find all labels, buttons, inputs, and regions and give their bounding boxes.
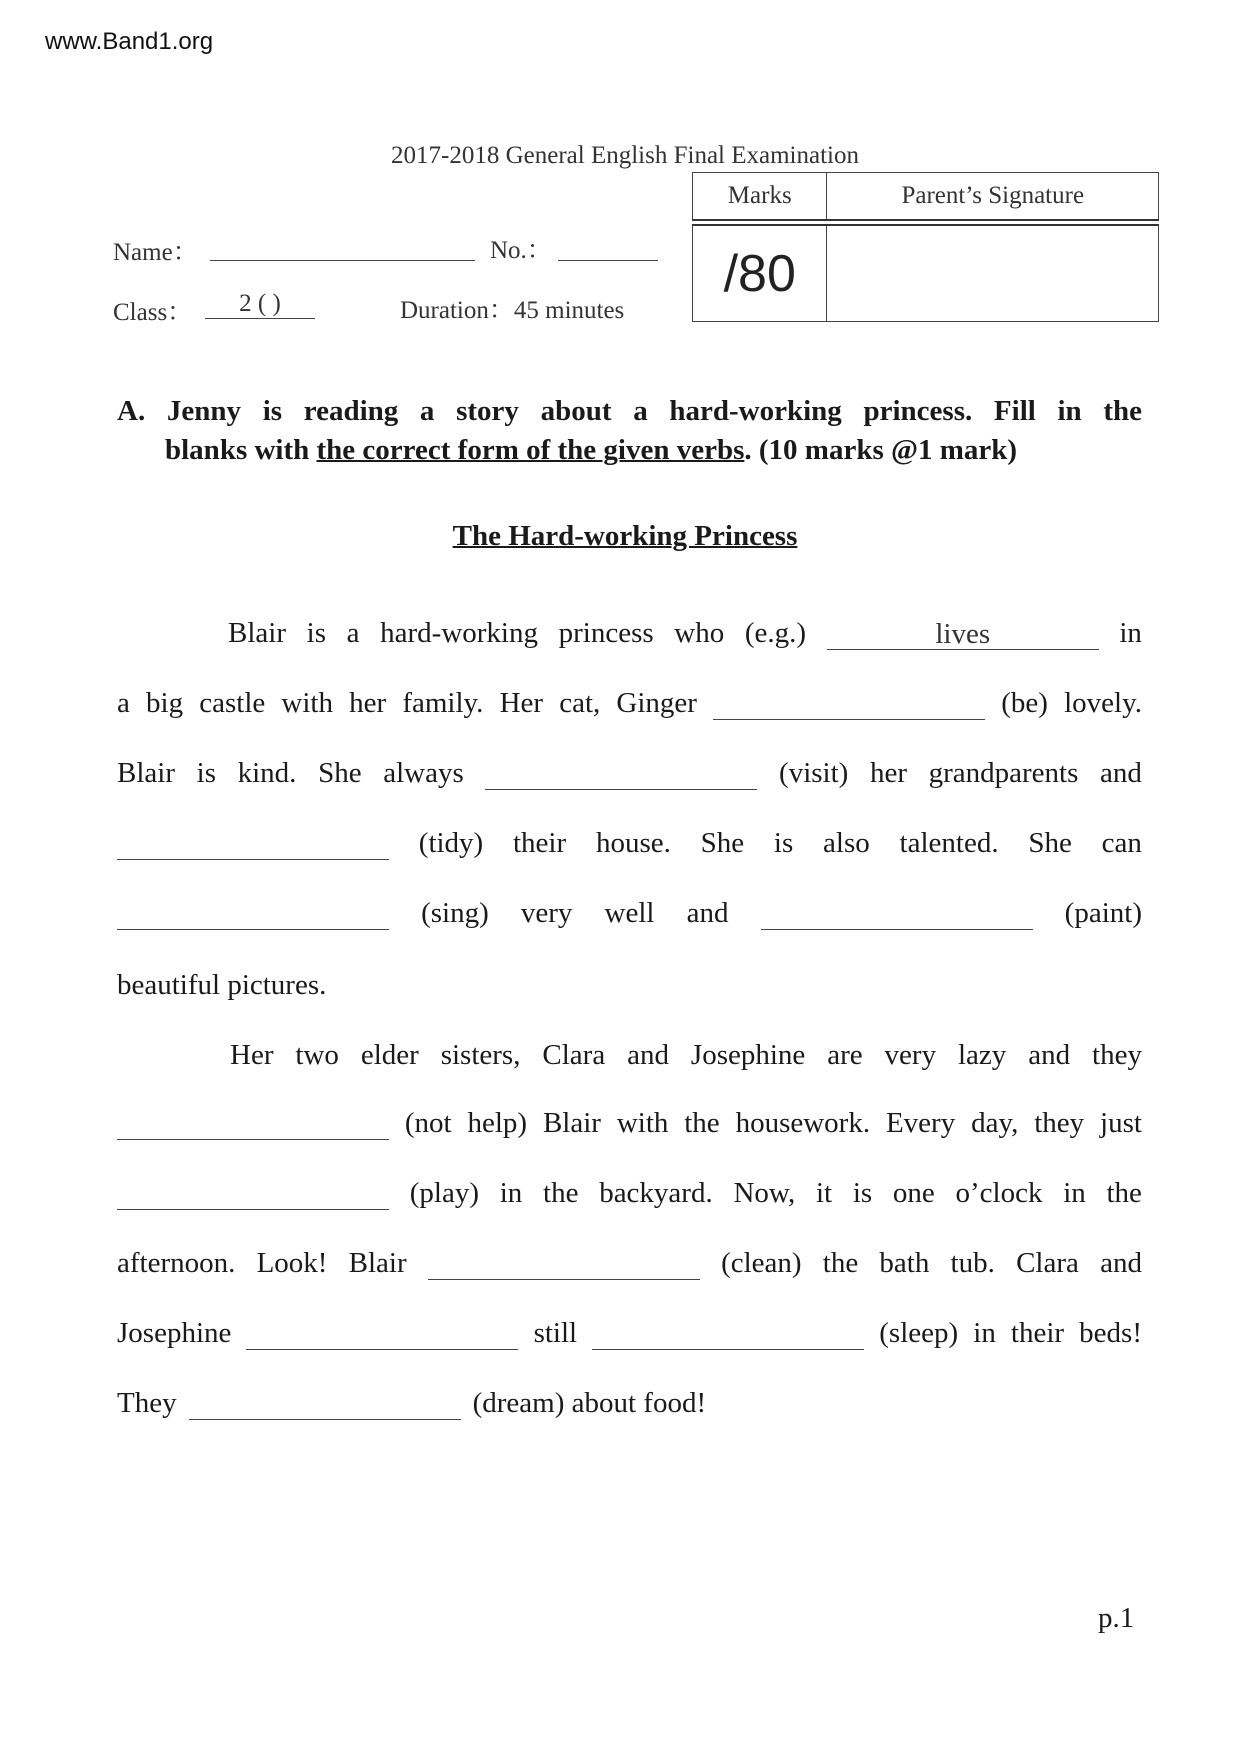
story-word: very [884, 1039, 937, 1071]
story-text: (dream) about food! [472, 1387, 707, 1419]
story-word: Her [230, 1039, 274, 1071]
answer-blank[interactable] [117, 1179, 389, 1210]
story-word: family. [402, 687, 484, 719]
story-word: Blair [117, 757, 175, 789]
story-word: (e.g.) [744, 617, 807, 649]
story-word: the [684, 1107, 720, 1139]
answer-blank[interactable] [761, 899, 1033, 930]
story-word: is [852, 1177, 873, 1209]
section-a-instructions [117, 388, 1142, 434]
answer-blank[interactable] [713, 689, 985, 720]
story-word: Blair [228, 617, 286, 649]
story-word: day, [971, 1107, 1019, 1139]
story-word: in [1119, 617, 1142, 649]
story-word: house. [595, 827, 671, 859]
instruction-marks: . (10 marks @1 mark) [744, 434, 1018, 466]
story-word: grandparents [928, 757, 1079, 789]
answer-blank[interactable] [117, 1109, 389, 1140]
story-word: always [383, 757, 464, 789]
story-word: Josephine [690, 1039, 806, 1071]
class-field[interactable]: 2 ( ) [205, 290, 315, 319]
watermark-url: www.Band1.org [45, 28, 214, 55]
story-word: and [686, 897, 729, 929]
instruction-bold: hard-working princess. [669, 395, 973, 427]
story-text: beautiful pictures. [117, 969, 327, 1001]
exam-title: 2017-2018 General English Final Examination [391, 142, 859, 169]
story-word: very [520, 897, 573, 929]
story-word: kind. [237, 757, 297, 789]
story-word: help) [467, 1107, 528, 1139]
story-line [117, 890, 1142, 930]
answer-blank[interactable] [189, 1389, 461, 1420]
instruction-text: Fill in the [993, 395, 1143, 427]
story-word: She [700, 827, 745, 859]
story-word: (play) [409, 1177, 479, 1209]
story-word: can [1101, 827, 1142, 859]
story-word: (sleep) [879, 1317, 959, 1349]
story-word: Blair [348, 1247, 407, 1279]
story-word: a [346, 617, 360, 649]
marks-header: Marks [693, 173, 827, 223]
story-line [117, 750, 1142, 790]
duration: Duration：45 minutes [400, 297, 625, 324]
story-word: Clara [542, 1039, 606, 1071]
story-word: (be) [1001, 687, 1048, 719]
story-word: (sing) [421, 897, 489, 929]
story-word: o’clock [955, 1177, 1043, 1209]
story-word: lovely. [1064, 687, 1142, 719]
story-word: sisters, [440, 1039, 521, 1071]
signature-field[interactable] [827, 223, 1159, 322]
story-word: and [1100, 1247, 1142, 1279]
story-word: Every [885, 1107, 956, 1139]
story-line [117, 1240, 1142, 1280]
story-line [117, 1170, 1142, 1210]
story-word: She [318, 757, 362, 789]
story-word: lazy [958, 1039, 1007, 1071]
story-word: with [281, 687, 333, 719]
story-word: Her [499, 687, 544, 719]
story-word: one [892, 1177, 935, 1209]
story-word: are [827, 1039, 863, 1071]
story-line [228, 610, 1142, 650]
story-word: in [1063, 1177, 1086, 1209]
answer-blank[interactable] [428, 1249, 700, 1280]
story-word: (clean) [721, 1247, 802, 1279]
story-line [117, 1310, 1142, 1350]
story-word: two [295, 1039, 339, 1071]
story-word: they [1092, 1039, 1142, 1071]
story-line [117, 820, 1142, 860]
story-word: Look! [256, 1247, 328, 1279]
story-word: elder [360, 1039, 419, 1071]
story-word: her [349, 687, 387, 719]
story-word: Ginger [616, 687, 697, 719]
answer-blank[interactable] [592, 1319, 864, 1350]
answer-blank[interactable] [117, 829, 389, 860]
story-word: housework. [735, 1107, 871, 1139]
marks-total: /80 [693, 223, 827, 322]
story-word: is [306, 617, 326, 649]
section-a-instructions-line2 [165, 434, 1105, 467]
story-text: They [117, 1387, 177, 1419]
name-field[interactable] [210, 228, 475, 261]
story-word: beds! [1079, 1317, 1142, 1349]
story-word: in [973, 1317, 996, 1349]
story-line [117, 680, 1142, 720]
story-word: a [117, 687, 130, 719]
story-word: is [196, 757, 216, 789]
story-word: Clara [1016, 1247, 1079, 1279]
story-word: She [1028, 827, 1072, 859]
story-word: tub. [950, 1247, 995, 1279]
story-word: hard-working [380, 617, 538, 649]
answer-blank[interactable] [117, 899, 389, 930]
story-title-text: The Hard-working Princess [452, 520, 798, 552]
story-word: castle [199, 687, 266, 719]
story-word: princess [558, 617, 654, 649]
story-line [117, 1100, 1142, 1140]
story-word: Blair [542, 1107, 601, 1139]
story-word: (tidy) [418, 827, 484, 859]
story-word: the [1106, 1177, 1142, 1209]
story-title [0, 520, 1240, 553]
marks-table [692, 172, 1159, 322]
answer-blank[interactable] [485, 759, 757, 790]
answer-blank[interactable] [246, 1319, 518, 1350]
story-word: still [533, 1317, 578, 1349]
section-letter: A. [117, 395, 146, 427]
story-word: they [1034, 1107, 1085, 1139]
signature-header: Parent’s Signature [827, 173, 1159, 223]
story-word: the [822, 1247, 859, 1279]
story-line [117, 962, 1142, 1002]
class-label: Class： [113, 299, 193, 326]
instruction-text: blanks with [165, 434, 310, 466]
story-word: talented. [899, 827, 999, 859]
story-word: is [773, 827, 794, 859]
page-number: p.1 [1098, 1602, 1135, 1634]
answer-blank[interactable]: lives [827, 619, 1099, 650]
story-word: her [869, 757, 907, 789]
no-field[interactable] [558, 228, 658, 261]
story-line [117, 1380, 1142, 1420]
story-word: (not [404, 1107, 452, 1139]
story-line [230, 1032, 1142, 1072]
story-word: (paint) [1064, 897, 1142, 929]
instruction-text: Jenny is reading a story about a [166, 395, 648, 427]
story-word: and [1028, 1039, 1071, 1071]
story-word: Now, [733, 1177, 796, 1209]
story-word: Josephine [117, 1317, 232, 1349]
story-word: it [815, 1177, 833, 1209]
name-label: Name： [113, 239, 198, 266]
story-word: and [1100, 757, 1142, 789]
no-label: No.： [490, 237, 552, 264]
story-word: their [513, 827, 567, 859]
story-word: (visit) [779, 757, 849, 789]
story-word: and [627, 1039, 669, 1071]
story-word: cat, [559, 687, 601, 719]
story-word: bath [879, 1247, 930, 1279]
story-word: afternoon. [117, 1247, 236, 1279]
story-word: who [674, 617, 725, 649]
story-word: their [1010, 1317, 1065, 1349]
story-word: well [604, 897, 655, 929]
story-word: just [1100, 1107, 1142, 1139]
instruction-underlined: the correct form of the given verbs [316, 434, 745, 466]
story-word: also [823, 827, 870, 859]
story-word: backyard. [599, 1177, 713, 1209]
story-word: in [499, 1177, 523, 1209]
story-word: with [616, 1107, 669, 1139]
story-word: the [543, 1177, 579, 1209]
story-word: big [146, 687, 184, 719]
